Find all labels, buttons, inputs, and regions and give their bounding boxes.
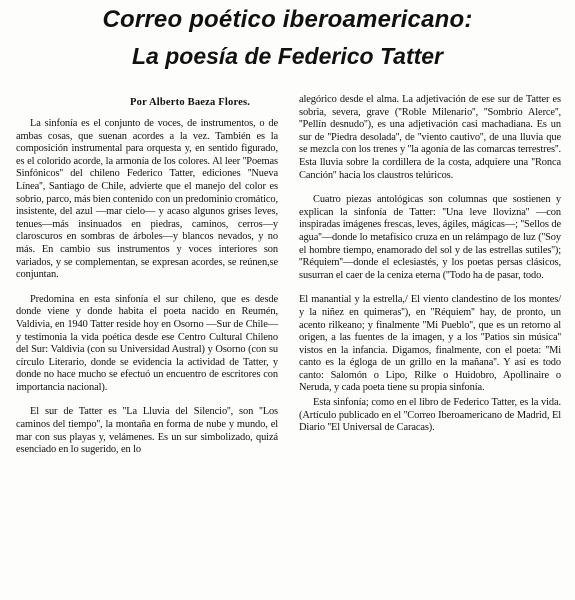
article-byline: Por Alberto Baeza Flores.	[130, 97, 251, 108]
right-column	[299, 94, 561, 435]
headline-block	[0, 6, 575, 70]
paragraph: Esta sinfonía; como en el libro de Federico Tatter, es la vida. (Artículo publicado en el ''Correo Iberoamericano de Madrid, El Diario ''El Universal de Caracas).	[299, 397, 561, 434]
paragraph: Cuatro piezas antológicas son columnas que sostienen y explican la sinfonía de Tatter: ''Una leve llovizna'' —con inspiradas imágenes frescas, leves, ágiles, mágicas—; ''Sellos de agua''—donde lo metafísico cruza en un relámpago de luz (''Soy el hombre tiempo, enamorado del sol y de las estrellas sutiles''); ''Réquiem''—donde el eclesiastés, y los poetas persas clásicos, susurran el caer de la ceniza eterna (''Todo ha de pasar, todo.	[299, 194, 561, 281]
left-column	[16, 118, 278, 457]
article-subtitle: La poesía de Federico Tatter	[131, 43, 444, 69]
paragraph: Predomina en esta sinfonía el sur chileno, que es desde donde viene y donde habita el poeta nacido en Reumén, Valdivia, en 1940 Tatter reside hoy en Osorno —Sur de Chile— y testimonia la vida poética desde ese Centro Cultural Chileno del Sur: Valdivia (con su Universidad Austral) y Osorno (con su círculo Literario, donde se evidencia la actividad de Tatter, y donde no hace mucho se efectuó un encuentro de escritores con importancia nacional).	[16, 293, 278, 393]
paragraph: alegórico desde el alma. La adjetivación de ese sur de Tatter es sobria, severa, grave (''Roble Milenario'', ''Sombrío Alerce'', ''Pellín desnudo''), es una adjetivación casi machadiana. Es un sur de ''Piedra desolada'', de ''viento cautivo'', de una lluvia que se mezcla con los trenes y ''la agonía de las comarcas terrestres''. Esta lluvia sobre la cordillera de la costa, adquiere una ''Ronca Canción'' hacia los claustros telúricos.	[299, 94, 561, 181]
article-title: Correo poético iberoamericano:	[102, 6, 473, 33]
paragraph: El manantial y la estrella,/ El viento clandestino de los montes/ y la niñez en quimeras''), en ''Réquiem'' hay, de pronto, un acento rilkeano; y finalmente ''Mi Pueblo'', que es un retorno al origen, a las fuentes de la imagen, y a los ''Patios sin música'' vistos en la infancia. Digamos, finalmente, con el poeta: ''Mi canto es la égloga de un grillo en la mañana''. Y así es todo canto: Salomón o Lipo, Rilke o Huidobro, Apollinaire o Neruda, y cada poeta tiene su propia sinfonía.	[299, 294, 561, 394]
paragraph: La sinfonía es el conjunto de voces, de instrumentos, o de ambas cosas, que suenan acordes a la vez. También es la composición instrumental para orquesta y, en sentido figurado, es el colorido acorde, la armonía de los colores. Al leer ''Poemas Sinfónicos'' del chileno Federico Tatter, ediciones ''Nueva Línea'', Santiago de Chile, advierte que el manejo del color es sobrio, parco, más bien contenido con un predominio cromático, insistente, del azul —mar cielo— y acaso algunos grises leves, tenues—más insinuados en piedras, caminos, cerros—y claroscuros en sombras de árboles—y blancos nevados, y no más. En cambio sus instrumentos y voces interiores son variados, y se complementan, se expresan acordes, se reúnen,se conjuntan.	[16, 118, 278, 281]
paragraph: El sur de Tatter es ''La Lluvia del Silencio'', son ''Los caminos del tiempo'', la montaña en forma de nube y mundo, el mar con sus playas y, velámenes. Es un sur simbolizado, quizá esenciado en lo sugerido, en lo	[16, 406, 278, 456]
